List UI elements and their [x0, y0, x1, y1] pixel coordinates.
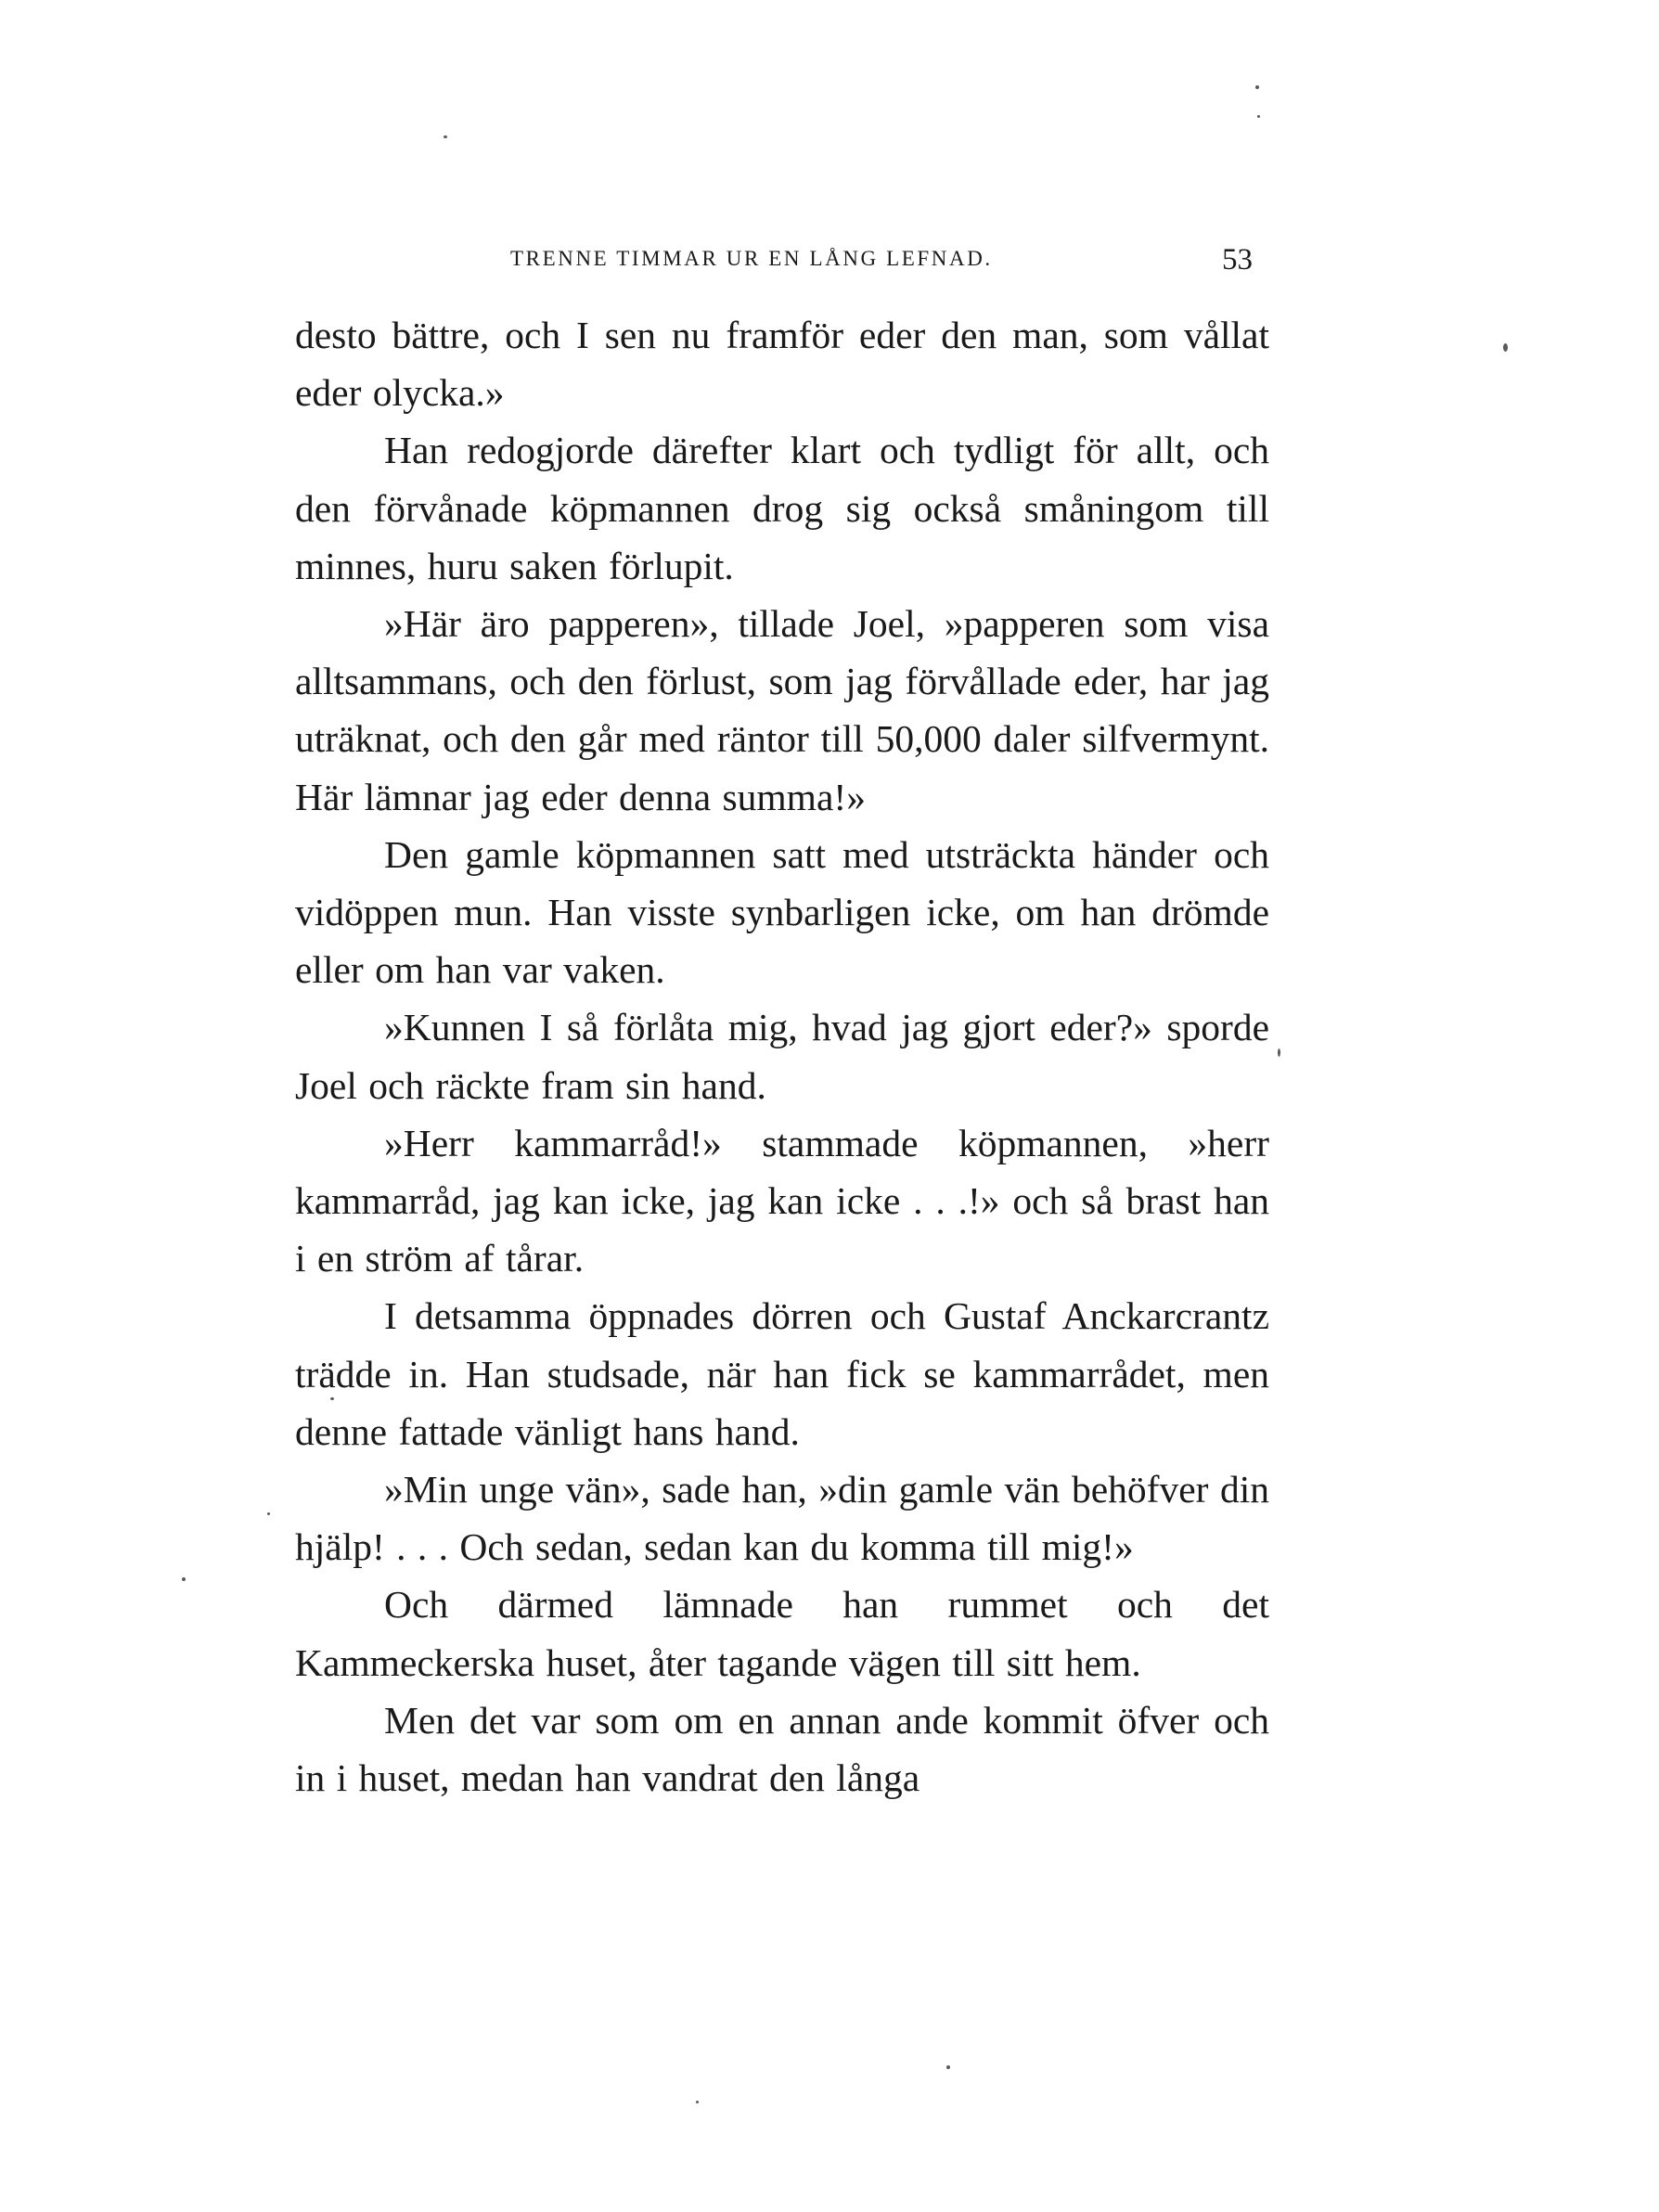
- paragraph: »Herr kammarråd!» stammade köpmannen, »herr kammarråd, jag kan icke, jag kan icke . . .!» och så brast han i en ström af tårar.: [295, 1121, 1269, 1280]
- scan-speck: [946, 2065, 950, 2069]
- paragraph: Den gamle köpmannen satt med utsträckta händer och vidöppen mun. Han visste synbarligen icke, om han drömde eller om han var vaken.: [295, 832, 1269, 992]
- scan-speck: [444, 135, 447, 138]
- paragraph: Han redogjorde därefter klart och tydligt för allt, och den förvånade köpmannen drog sig också småningom till minnes, huru saken förlupit.: [295, 429, 1269, 587]
- scan-speck: [267, 1512, 270, 1515]
- running-title: TRENNE TIMMAR UR EN LÅNG LEFNAD.: [510, 247, 993, 270]
- paragraph-continuation: desto bättre, och I sen nu framför eder den man, som vållat eder olycka.»: [295, 314, 1269, 415]
- scan-speck: [330, 1397, 334, 1400]
- scan-speck: [696, 2101, 699, 2103]
- paragraph: »Min unge vän», sade han, »din gamle vän behöfver din hjälp! . . . Och sedan, sedan kan du komma till mig!»: [295, 1468, 1269, 1569]
- scan-speck: [1257, 115, 1260, 118]
- page-number: 53: [1222, 243, 1253, 276]
- running-head: [295, 243, 1269, 280]
- scan-speck: [1278, 1048, 1280, 1057]
- body-text: [295, 306, 1269, 1807]
- scan-speck: [182, 1577, 186, 1581]
- paragraph: Men det var som om en annan ande kommit öfver och in i huset, medan han vandrat den långa: [295, 1698, 1269, 1800]
- paragraph: Och därmed lämnade han rummet och det Kammeckerska huset, åter tagande vägen till sitt hem.: [295, 1583, 1269, 1684]
- scan-speck: [1255, 85, 1259, 89]
- paragraph: »Kunnen I så förlåta mig, hvad jag gjort eder?» sporde Joel och räckte fram sin hand.: [295, 1006, 1269, 1107]
- scan-speck: [1503, 343, 1508, 352]
- paragraph: I detsamma öppnades dörren och Gustaf Anckarcrantz trädde in. Han studsade, när han fick se kammarrådet, men denne fattade vänligt hans hand.: [295, 1294, 1269, 1453]
- paragraph: »Här äro papperen», tillade Joel, »papperen som visa alltsammans, och den förlust, som jag förvållade eder, har jag uträknat, och den går med räntor till 50,000 daler silfvermynt. Här lämnar jag eder denna summa!»: [295, 602, 1269, 818]
